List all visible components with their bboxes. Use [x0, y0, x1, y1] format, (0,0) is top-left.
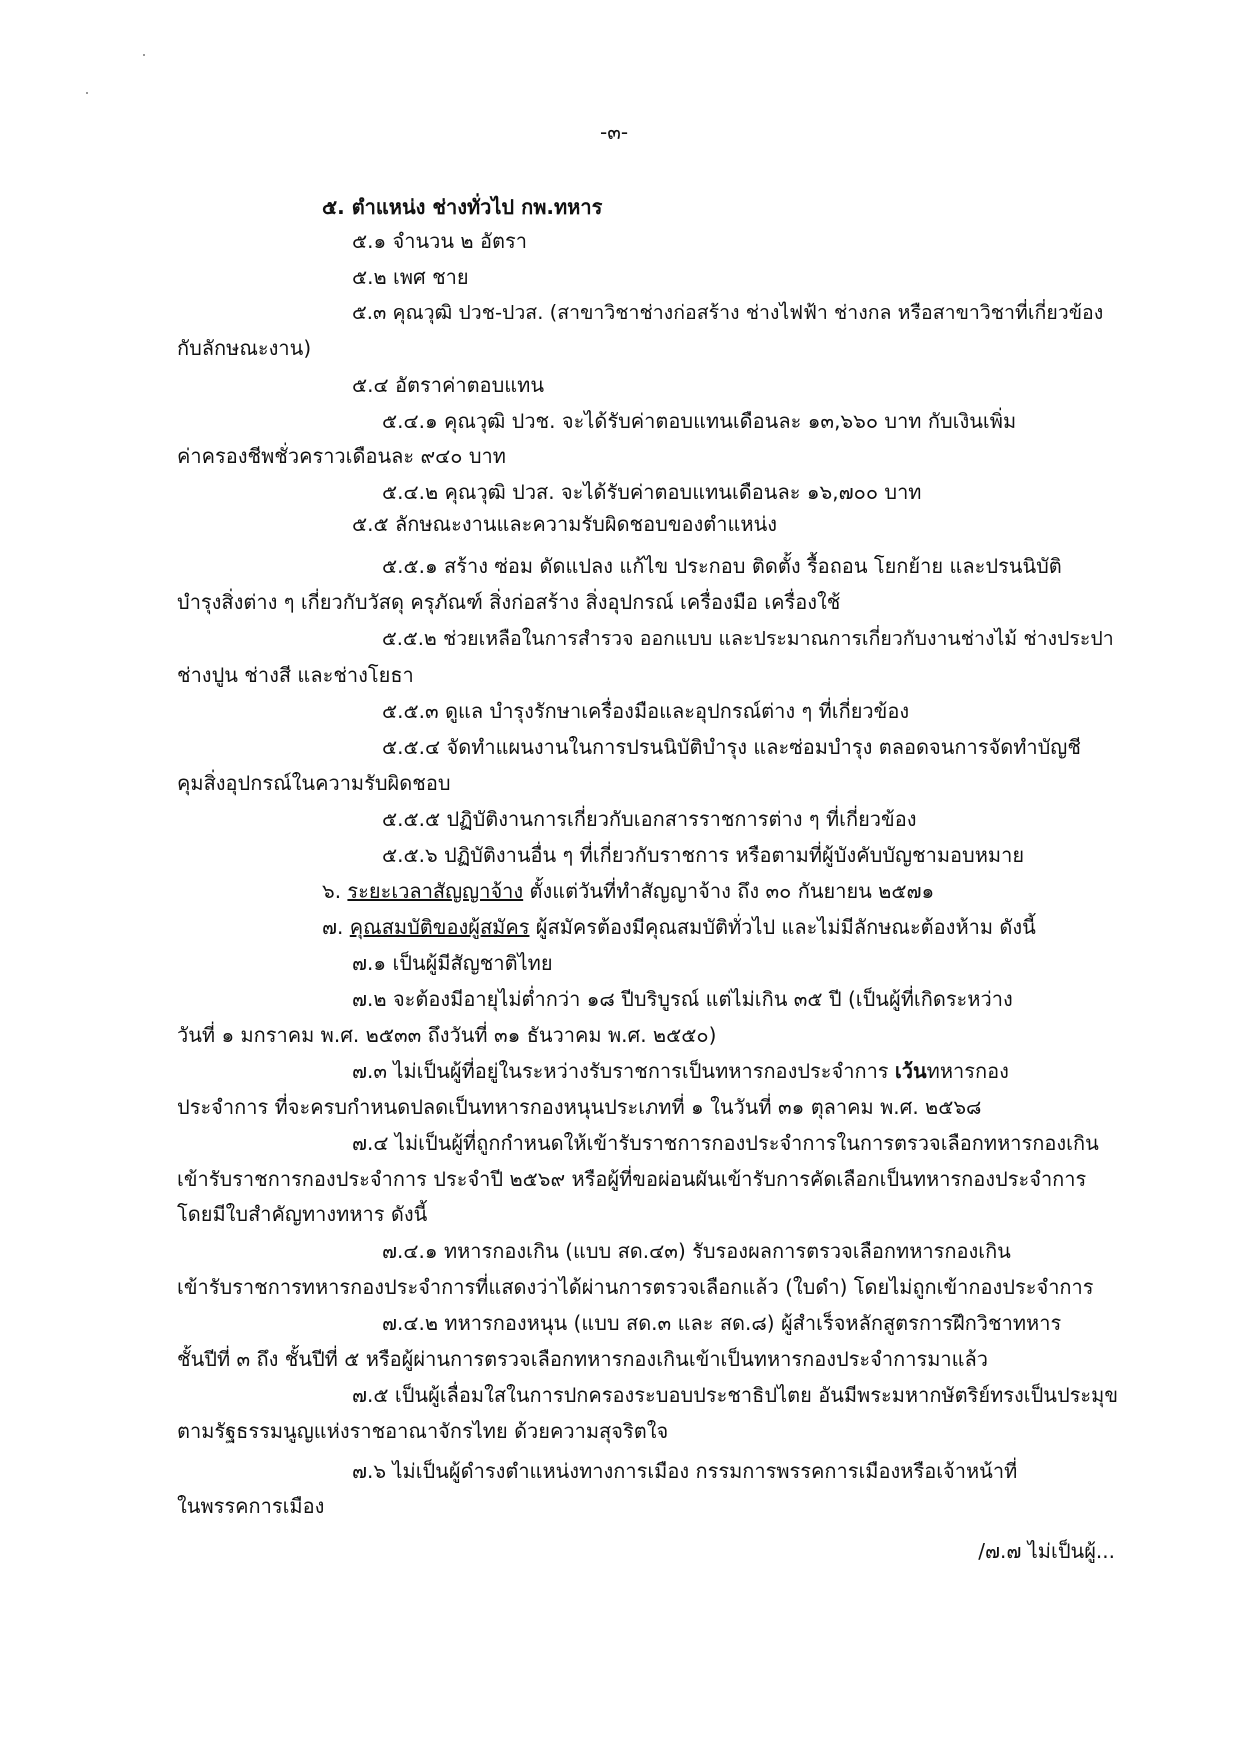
- item-7-4-2-line2: ชั้นปีที่ ๓ ถึง ชั้นปีที่ ๕ หรือผู้ผ่านการตรวจเลือกทหารกองเกินเข้าเป็นทหารกองประจำการมาแล้ว: [177, 1347, 988, 1371]
- section-6-text: ตั้งแต่วันที่ทำสัญญาจ้าง ถึง ๓๐ กันยายน ๒๕๗๑: [523, 879, 935, 903]
- item-7-4-line2: เข้ารับราชการกองประจำการ ประจำปี ๒๕๖๙ หรือผู้ที่ขอผ่อนผันเข้ารับการคัดเลือกเป็นทหารกองประจำการ: [177, 1167, 1087, 1191]
- page-number: -๓-: [600, 120, 629, 144]
- section-6-number: ๖.: [322, 879, 348, 903]
- scan-speck: [143, 54, 145, 56]
- section-6-label: ระยะเวลาสัญญาจ้าง: [347, 879, 524, 903]
- scan-speck: [86, 92, 88, 94]
- item-7-1: ๗.๑ เป็นผู้มีสัญชาติไทย: [352, 951, 553, 975]
- continuation-marker: /๗.๗ ไม่เป็นผู้...: [978, 1539, 1115, 1563]
- item-7-5-line2: ตามรัฐธรรมนูญแห่งราชอาณาจักรไทย ด้วยความสุจริตใจ: [177, 1419, 669, 1443]
- item-7-4-2-line1: ๗.๔.๒ ทหารกองหนุน (แบบ สด.๓ และ สด.๘) ผู้สำเร็จหลักสูตรการฝึกวิชาทหาร: [382, 1311, 1062, 1335]
- item-5-4: ๕.๔ อัตราค่าตอบแทน: [352, 373, 545, 397]
- item-7-4-line1: ๗.๔ ไม่เป็นผู้ที่ถูกกำหนดให้เข้ารับราชการกองประจำการในการตรวจเลือกทหารกองเกิน: [352, 1131, 1099, 1155]
- item-5-4-1-line2: ค่าครองชีพชั่วคราวเดือนละ ๙๔๐ บาท: [177, 444, 506, 468]
- item-5-2: ๕.๒ เพศ ชาย: [352, 265, 469, 289]
- item-5-4-1-line1: ๕.๔.๑ คุณวุฒิ ปวช. จะได้รับค่าตอบแทนเดือนละ ๑๓,๖๖๐ บาท กับเงินเพิ่ม: [382, 409, 1017, 433]
- section-7-label: คุณสมบัติของผู้สมัคร: [349, 915, 530, 939]
- item-7-4-1-line2: เข้ารับราชการทหารกองประจำการที่แสดงว่าได้ผ่านการตรวจเลือกแล้ว (ใบดำ) โดยไม่ถูกเข้ากองประจำการ: [177, 1275, 1094, 1299]
- section-7: [322, 913, 1036, 941]
- item-5-5-6: ๕.๕.๖ ปฏิบัติงานอื่น ๆ ที่เกี่ยวกับราชการ หรือตามที่ผู้บังคับบัญชามอบหมาย: [382, 843, 1025, 867]
- item-7-3-emphasis: เว้น: [894, 1059, 927, 1083]
- item-5-5-2-line2: ช่างปูน ช่างสี และช่างโยธา: [177, 663, 414, 687]
- item-5-5-1-line1: ๕.๕.๑ สร้าง ซ่อม ดัดแปลง แก้ไข ประกอบ ติดตั้ง รื้อถอน โยกย้าย และปรนนิบัติ: [382, 554, 1062, 578]
- item-5-1: ๕.๑ จำนวน ๒ อัตรา: [352, 229, 527, 253]
- item-7-3-text-a: ๗.๓ ไม่เป็นผู้ที่อยู่ในระหว่างรับราชการเป็นทหารกองประจำการ: [352, 1059, 895, 1083]
- item-7-3-text-b: ทหารกอง: [926, 1059, 1009, 1083]
- section-6: [322, 877, 934, 905]
- item-5-5-4-line1: ๕.๕.๔ จัดทำแผนงานในการปรนนิบัติบำรุง และซ่อมบำรุง ตลอดจนการจัดทำบัญชี: [382, 735, 1081, 759]
- item-5-5-1-line2: บำรุงสิ่งต่าง ๆ เกี่ยวกับวัสดุ ครุภัณฑ์ สิ่งก่อสร้าง สิ่งอุปกรณ์ เครื่องมือ เครื่องใช้: [177, 590, 841, 614]
- item-5-3-line1: ๕.๓ คุณวุฒิ ปวช-ปวส. (สาขาวิชาช่างก่อสร้าง ช่างไฟฟ้า ช่างกล หรือสาขาวิชาที่เกี่ยวข้อง: [352, 301, 1104, 324]
- item-5-5-4-line2: คุมสิ่งอุปกรณ์ในความรับผิดชอบ: [177, 771, 451, 795]
- item-7-4-line3: โดยมีใบสำคัญทางทหาร ดังนี้: [177, 1202, 428, 1226]
- item-7-6-line1: ๗.๖ ไม่เป็นผู้ดำรงตำแหน่งทางการเมือง กรรมการพรรคการเมืองหรือเจ้าหน้าที่: [352, 1459, 1018, 1483]
- section-7-text: ผู้สมัครต้องมีคุณสมบัติทั่วไป และไม่มีลักษณะต้องห้าม ดังนี้: [529, 915, 1036, 939]
- item-7-6-line2: ในพรรคการเมือง: [177, 1494, 325, 1518]
- item-5-5: ๕.๕ ลักษณะงานและความรับผิดชอบของตำแหน่ง: [352, 512, 778, 536]
- item-7-3-line1: [352, 1057, 1009, 1085]
- item-5-4-2: ๕.๔.๒ คุณวุฒิ ปวส. จะได้รับค่าตอบแทนเดือนละ ๑๖,๗๐๐ บาท: [382, 480, 922, 504]
- item-5-5-2-line1: ๕.๕.๒ ช่วยเหลือในการสำรวจ ออกแบบ และประมาณการเกี่ยวกับงานช่างไม้ ช่างประปา: [382, 627, 1114, 650]
- section-7-number: ๗.: [322, 915, 350, 939]
- item-5-5-5: ๕.๕.๕ ปฏิบัติงานการเกี่ยวกับเอกสารราชการต่าง ๆ ที่เกี่ยวข้อง: [382, 807, 917, 831]
- item-7-3-line2: ประจำการ ที่จะครบกำหนดปลดเป็นทหารกองหนุนประเภทที่ ๑ ในวันที่ ๓๑ ตุลาคม พ.ศ. ๒๕๖๘: [177, 1095, 982, 1119]
- item-7-5-line1: ๗.๕ เป็นผู้เลื่อมใสในการปกครองระบอบประชาธิปไตย อันมีพระมหากษัตริย์ทรงเป็นประมุข: [352, 1383, 1118, 1407]
- item-7-4-1-line1: ๗.๔.๑ ทหารกองเกิน (แบบ สด.๔๓) รับรองผลการตรวจเลือกทหารกองเกิน: [382, 1239, 1011, 1263]
- item-7-2-line1: ๗.๒ จะต้องมีอายุไม่ต่ำกว่า ๑๘ ปีบริบูรณ์ แต่ไม่เกิน ๓๕ ปี (เป็นผู้ที่เกิดระหว่าง: [352, 987, 1013, 1011]
- item-5-3-line2: กับลักษณะงาน): [177, 336, 312, 360]
- item-5-5-3: ๕.๕.๓ ดูแล บำรุงรักษาเครื่องมือและอุปกรณ์ต่าง ๆ ที่เกี่ยวข้อง: [382, 699, 910, 723]
- section-5-heading: ๕. ตำแหน่ง ช่างทั่วไป กพ.ทหาร: [322, 195, 603, 219]
- item-7-2-line2: วันที่ ๑ มกราคม พ.ศ. ๒๕๓๓ ถึงวันที่ ๓๑ ธันวาคม พ.ศ. ๒๕๕๐): [177, 1023, 717, 1047]
